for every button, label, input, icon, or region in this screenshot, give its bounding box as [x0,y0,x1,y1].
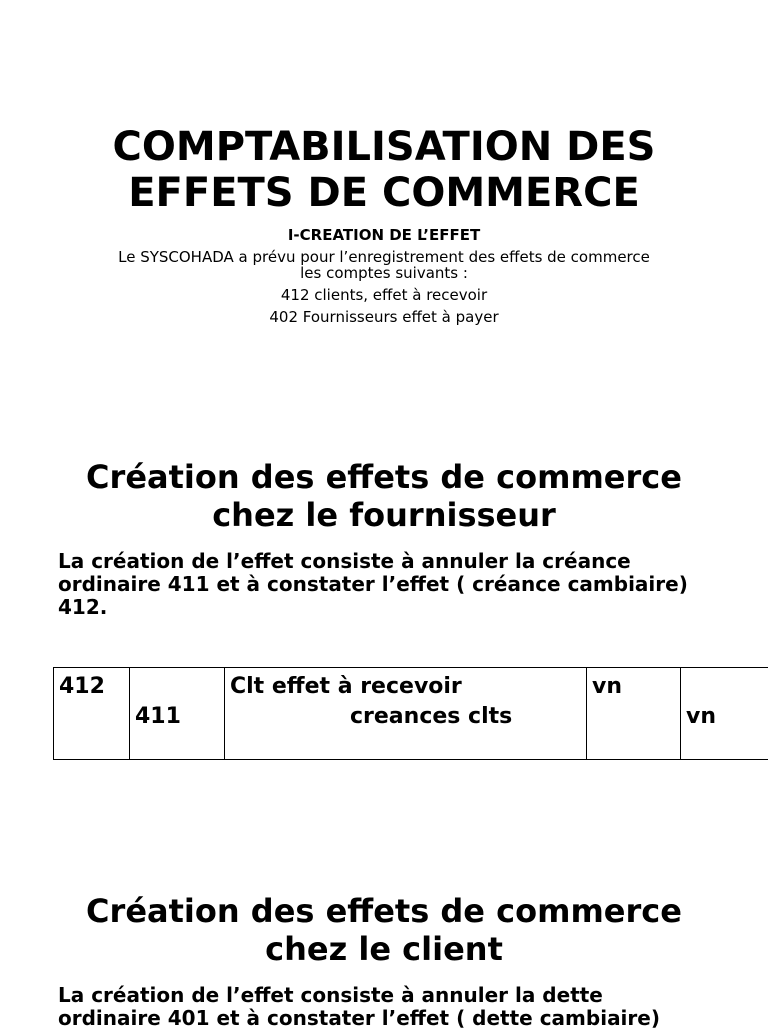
main-title-line-1: COMPTABILISATION DES [0,124,768,170]
debit-amount: vn [592,674,622,699]
credit-amount: vn [686,672,765,732]
supplier-section-title [0,458,768,534]
client-section-title [0,892,768,968]
entry-label-debit: Clt effet à recevoir [230,672,581,702]
client-text-line-1: La création de l’effet consiste à annuler la dette [58,984,748,1007]
account-402-label: 402 Fournisseurs effet à payer [0,308,768,326]
credit-account: 411 [135,672,219,732]
account-412-label: 412 clients, effet à recevoir [0,286,768,304]
client-description [58,984,748,1030]
client-text-line-2: ordinaire 401 et à constater l’effet ( dette cambiaire) [58,1007,748,1030]
intro-paragraph [0,249,768,281]
intro-line-2: les comptes suivants : [0,265,768,281]
main-title-line-2: EFFETS DE COMMERCE [0,170,768,216]
credit-amount-cell [681,668,768,760]
supplier-title-line-2: chez le fournisseur [0,496,768,534]
client-title-line-2: chez le client [0,930,768,968]
debit-account-cell [54,668,130,760]
supplier-text-line-1: La création de l’effet consiste à annuler la créance [58,550,748,573]
credit-account-cell [130,668,225,760]
main-title [0,124,768,216]
supplier-description [58,550,748,619]
debit-amount-cell [587,668,681,760]
entry-label-cell [225,668,587,760]
supplier-title-line-1: Création des effets de commerce [0,458,768,496]
entry-label-credit: creances clts [230,702,581,732]
journal-entry-table [53,667,768,760]
supplier-text-line-3: 412. [58,596,748,619]
debit-account: 412 [59,674,105,699]
client-title-line-1: Création des effets de commerce [0,892,768,930]
intro-line-1: Le SYSCOHADA a prévu pour l’enregistrement des effets de commerce [0,249,768,265]
journal-entry-row [54,668,768,760]
supplier-text-line-2: ordinaire 411 et à constater l’effet ( créance cambiaire) [58,573,748,596]
section-heading-creation: I-CREATION DE L’EFFET [0,226,768,244]
